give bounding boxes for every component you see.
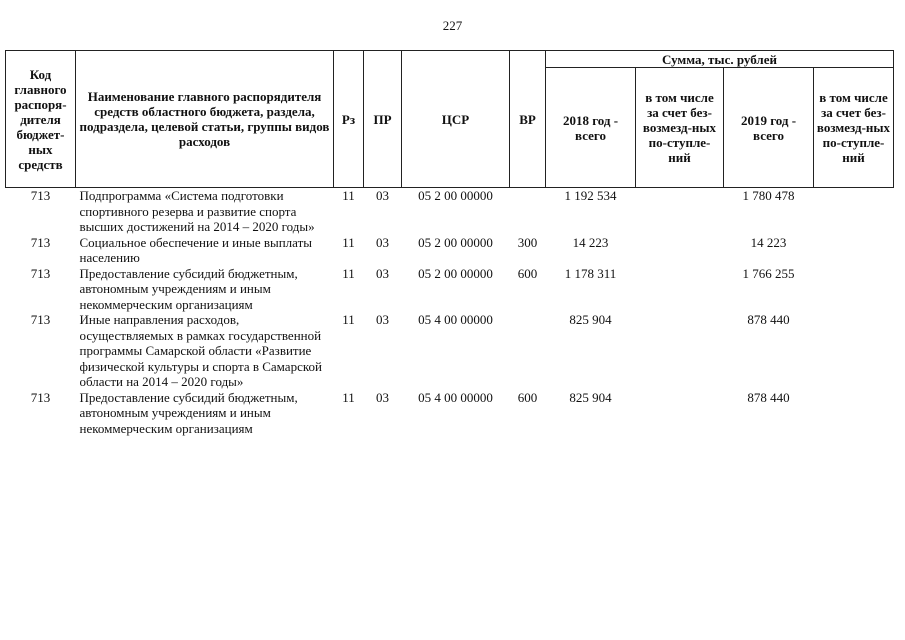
row-vr: 600	[517, 265, 538, 281]
row-vr	[510, 312, 546, 390]
row-name: Предоставление субсидий бюджетным, автономным учреждениям и иным некоммерческим организациям	[79, 389, 298, 436]
header-2019-free: в том числе за счет без-возмезд-ных по-ступле-ний	[814, 68, 894, 188]
row-free-2019	[814, 312, 894, 390]
row-rz: 11	[342, 234, 355, 250]
row-pr: 03	[376, 389, 389, 405]
row-sum-2019: 1 766 255	[742, 265, 795, 281]
page-number: 227	[442, 18, 463, 33]
row-name: Социальное обеспечение и иные выплаты населению	[79, 234, 313, 265]
row-vr	[510, 188, 546, 235]
table-row	[6, 235, 894, 266]
table-row	[6, 390, 894, 437]
row-csr: 05 4 00 00000	[418, 312, 493, 327]
table-row	[6, 312, 894, 390]
row-sum-2018: 1 192 534	[564, 188, 617, 203]
row-rz: 11	[342, 312, 355, 327]
row-name: Иные направления расходов, осуществляемых в рамках государственной программы Самарской области «Развитие физической культуры и спорта в Самарской области на 2014 – 2020 годы»	[79, 312, 322, 389]
row-code: 713	[30, 234, 51, 250]
row-pr: 03	[376, 312, 389, 327]
row-csr: 05 2 00 00000	[418, 265, 493, 281]
row-pr: 03	[376, 188, 389, 203]
row-code: 713	[30, 312, 51, 327]
row-free-2019	[814, 235, 894, 266]
row-pr: 03	[376, 234, 389, 250]
row-sum-2019: 878 440	[747, 312, 790, 327]
header-csr: ЦСР	[402, 51, 510, 188]
row-code: 713	[30, 188, 51, 203]
header-2018-total: 2018 год - всего	[546, 68, 636, 188]
row-name: Подпрограмма «Система подготовки спортивного резерва и развитие спорта высших достижений на 2014 – 2020 годы»	[79, 188, 315, 234]
row-free-2018	[636, 266, 724, 313]
header-name: Наименование главного распорядителя средств областного бюджета, раздела, подраздела, целевой статьи, группы видов расходов	[76, 51, 334, 188]
table-row	[6, 266, 894, 313]
row-csr: 05 2 00 00000	[418, 188, 493, 203]
row-free-2018	[636, 312, 724, 390]
budget-table	[5, 50, 894, 436]
header-2019-total: 2019 год - всего	[724, 68, 814, 188]
row-sum-2018: 825 904	[569, 389, 612, 405]
header-2018-free: в том числе за счет без-возмезд-ных по-ступле-ний	[636, 68, 724, 188]
row-code: 713	[30, 265, 51, 281]
row-rz: 11	[342, 265, 355, 281]
row-free-2018	[636, 235, 724, 266]
row-pr: 03	[376, 265, 389, 281]
row-free-2019	[814, 390, 894, 437]
header-sum: Сумма, тыс. рублей	[546, 51, 894, 68]
header-pr: ПР	[364, 51, 402, 188]
row-sum-2019: 878 440	[747, 389, 790, 405]
row-sum-2018: 1 178 311	[564, 265, 617, 281]
row-sum-2018: 825 904	[569, 312, 612, 327]
row-free-2019	[814, 188, 894, 235]
row-free-2018	[636, 390, 724, 437]
row-free-2019	[814, 266, 894, 313]
row-csr: 05 2 00 00000	[418, 234, 493, 250]
row-name: Предоставление субсидий бюджетным, автономным учреждениям и иным некоммерческим организациям	[79, 265, 298, 312]
row-sum-2018: 14 223	[572, 234, 609, 250]
row-sum-2019: 1 780 478	[742, 188, 795, 203]
row-rz: 11	[342, 389, 355, 405]
row-rz: 11	[342, 188, 355, 203]
row-free-2018	[636, 188, 724, 235]
table-row	[6, 188, 894, 235]
header-vr: ВР	[510, 51, 546, 188]
row-csr: 05 4 00 00000	[418, 389, 493, 405]
row-vr: 300	[517, 234, 538, 250]
row-vr: 600	[517, 389, 538, 405]
row-sum-2019: 14 223	[750, 234, 787, 250]
header-code: Код главного распоря-дителя бюджет-ных средств	[6, 51, 76, 188]
header-rz: Рз	[334, 51, 364, 188]
row-code: 713	[30, 389, 51, 405]
